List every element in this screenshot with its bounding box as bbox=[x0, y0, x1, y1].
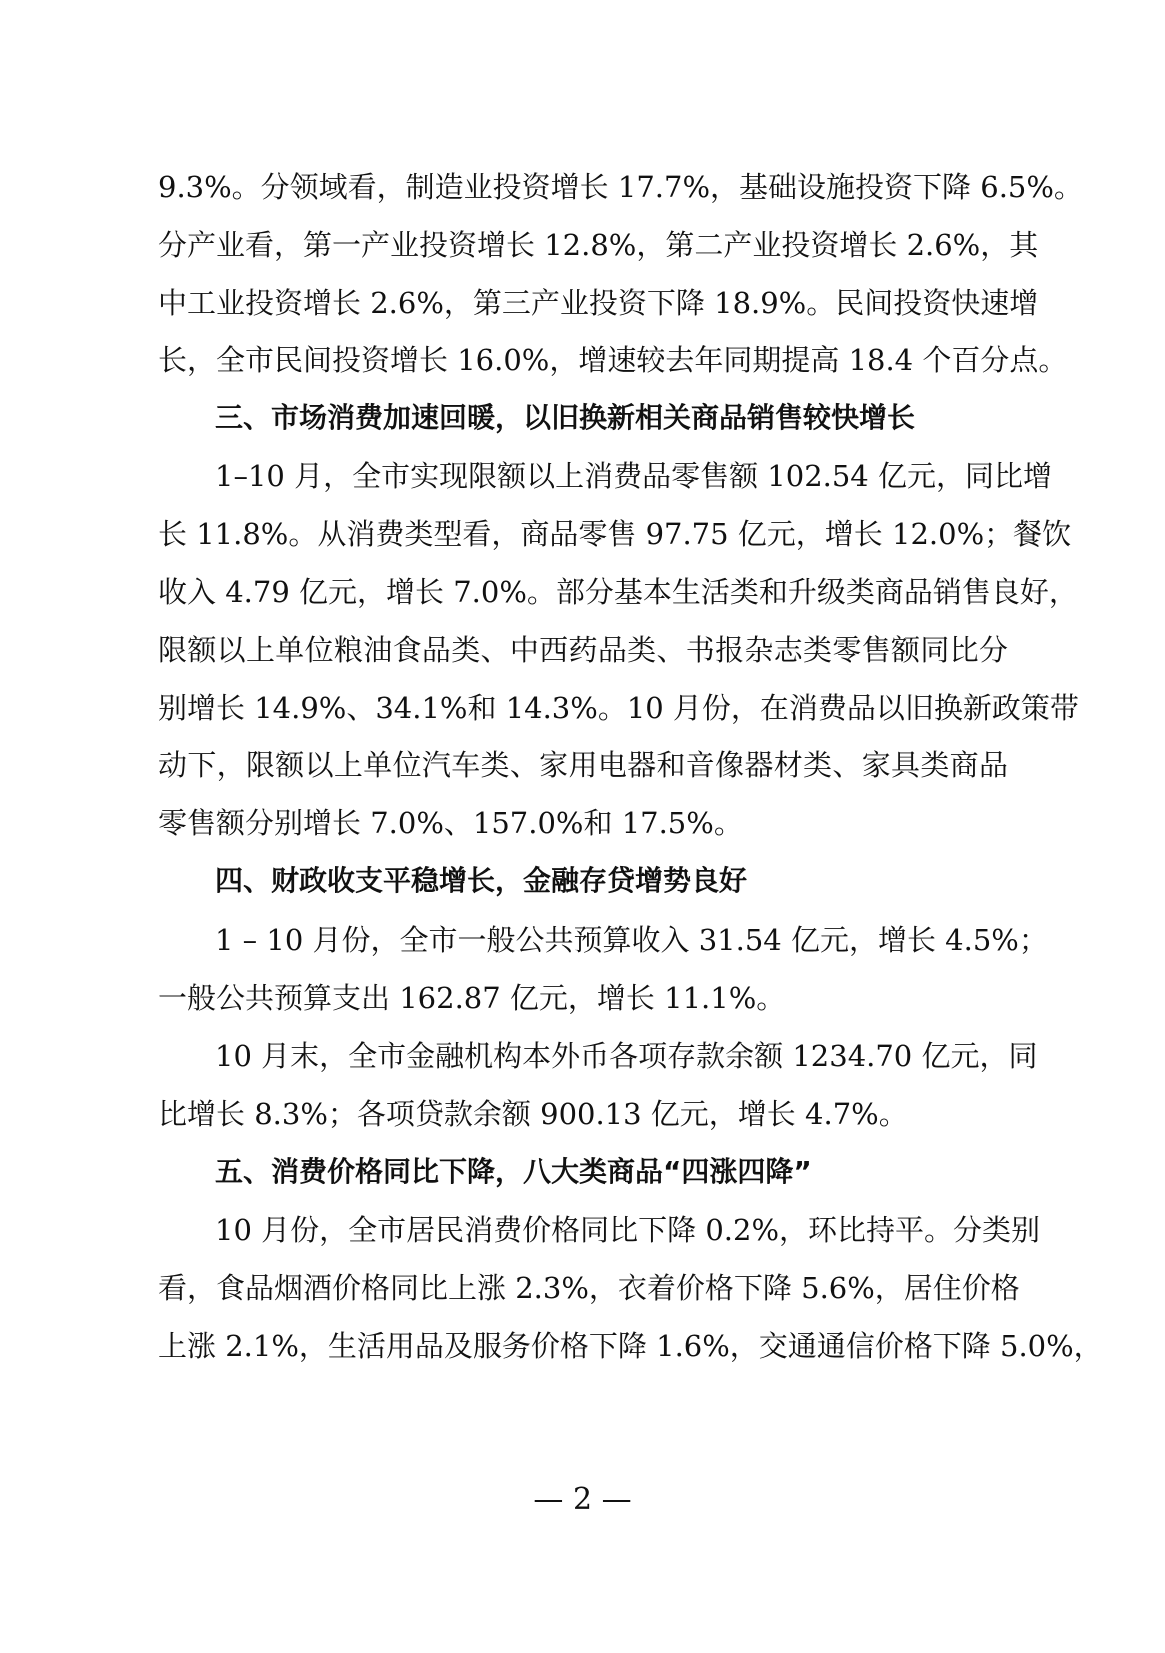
body-line: 限额以上单位粮油食品类、中西药品类、书报杂志类零售额同比分 bbox=[158, 633, 1008, 667]
page-number: — 2 — bbox=[533, 1482, 632, 1517]
body-line: 分产业看，第一产业投资增长 12.8%，第二产业投资增长 2.6%，其 bbox=[158, 228, 1039, 262]
body-line: 别增长 14.9%、34.1%和 14.3%。10 月份，在消费品以旧换新政策带 bbox=[158, 691, 1079, 725]
body-line: 上涨 2.1%，生活用品及服务价格下降 1.6%，交通通信价格下降 5.0%， bbox=[158, 1329, 1103, 1363]
body-line: 动下，限额以上单位汽车类、家用电器和音像器材类、家具类商品 bbox=[158, 748, 1008, 782]
body-line: 看，食品烟酒价格同比上涨 2.3%，衣着价格下降 5.6%，居住价格 bbox=[158, 1271, 1020, 1305]
body-line: 长 11.8%。从消费类型看，商品零售 97.75 亿元，增长 12.0%；餐饮 bbox=[158, 517, 1072, 551]
body-line: 长，全市民间投资增长 16.0%，增速较去年同期提高 18.4 个百分点。 bbox=[158, 343, 1068, 377]
body-line: 中工业投资增长 2.6%，第三产业投资下降 18.9%。民间投资快速增 bbox=[158, 286, 1039, 320]
body-line: 1–10 月，全市实现限额以上消费品零售额 102.54 亿元，同比增 bbox=[215, 459, 1052, 493]
section-heading: 四、财政收支平稳增长，金融存贷增势良好 bbox=[215, 864, 748, 897]
body-line: 一般公共预算支出 162.87 亿元，增长 11.1%。 bbox=[158, 981, 786, 1015]
body-line: 9.3%。分领域看，制造业投资增长 17.7%，基础设施投资下降 6.5%。 bbox=[158, 170, 1083, 204]
body-line: 1 – 10 月份，全市一般公共预算收入 31.54 亿元，增长 4.5%； bbox=[215, 923, 1048, 957]
body-line: 10 月份，全市居民消费价格同比下降 0.2%，环比持平。分类别 bbox=[215, 1213, 1041, 1247]
body-line: 收入 4.79 亿元，增长 7.0%。部分基本生活类和升级类商品销售良好， bbox=[158, 575, 1078, 609]
section-heading: 五、消费价格同比下降，八大类商品“四涨四降” bbox=[215, 1155, 812, 1188]
section-heading: 三、市场消费加速回暖，以旧换新相关商品销售较快增长 bbox=[215, 401, 916, 434]
body-line: 零售额分别增长 7.0%、157.0%和 17.5%。 bbox=[158, 806, 743, 840]
body-line: 10 月末，全市金融机构本外币各项存款余额 1234.70 亿元，同 bbox=[215, 1039, 1038, 1073]
body-line: 比增长 8.3%；各项贷款余额 900.13 亿元，增长 4.7%。 bbox=[158, 1097, 908, 1131]
